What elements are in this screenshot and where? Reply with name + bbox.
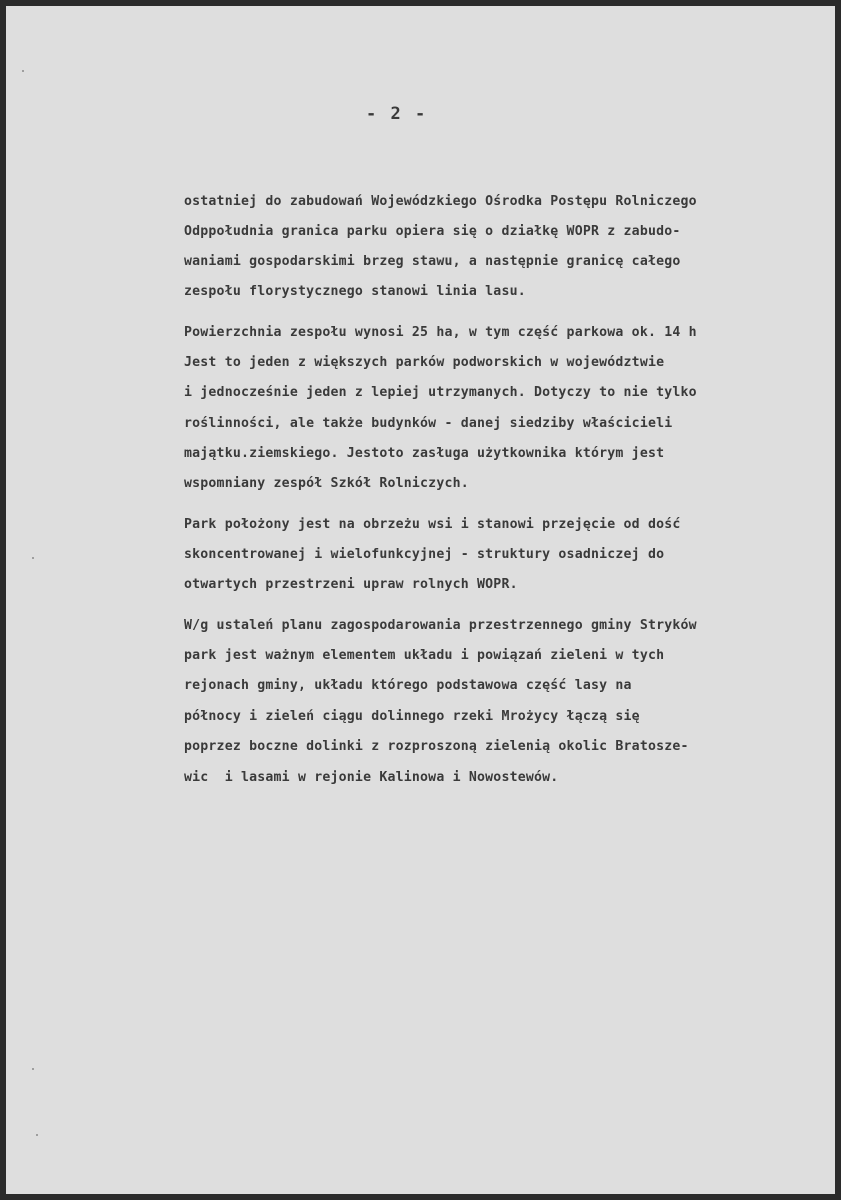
text-line: zespołu florystycznego stanowi linia lasu. bbox=[184, 284, 526, 299]
text-line: W/g ustaleń planu zagospodarowania przestrzennego gminy Stryków bbox=[184, 618, 697, 633]
text-line: park jest ważnym elementem układu i powiązań zieleni w tych bbox=[184, 648, 665, 663]
document-page bbox=[6, 6, 835, 1194]
text-line: otwartych przestrzeni upraw rolnych WOPR. bbox=[184, 577, 518, 592]
text-line: Odppołudnia granica parku opiera się o działkę WOPR z zabudo- bbox=[184, 224, 681, 239]
text-line: ostatniej do zabudowań Wojewódzkiego Ośrodka Postępu Rolniczego bbox=[184, 194, 697, 209]
text-line: wic i lasami w rejonie Kalinowa i Nowostewów. bbox=[184, 770, 559, 785]
page-number: - 2 - bbox=[366, 104, 428, 124]
text-line: skoncentrowanej i wielofunkcyjnej - struktury osadniczej do bbox=[184, 547, 665, 562]
text-line: poprzez boczne dolinki z rozproszoną zielenią okolic Bratosze- bbox=[184, 739, 689, 754]
text-line: wspomniany zespół Szkół Rolniczych. bbox=[184, 476, 469, 491]
text-line: i jednocześnie jeden z lepiej utrzymanych. Dotyczy to nie tylko bbox=[184, 385, 697, 400]
text-line: Jest to jeden z większych parków podworskich w województwie bbox=[184, 355, 665, 370]
text-line: rejonach gminy, układu którego podstawowa część lasy na bbox=[184, 678, 632, 693]
text-line: roślinności, ale także budynków - danej siedziby właścicieli bbox=[184, 416, 673, 431]
paper-speck bbox=[22, 70, 24, 72]
paper-speck bbox=[36, 1134, 38, 1136]
text-line: północy i zieleń ciągu dolinnego rzeki Mrożycy łączą się bbox=[184, 709, 640, 724]
paper-speck bbox=[32, 557, 34, 559]
text-line: Park położony jest na obrzeżu wsi i stanowi przejęcie od dość bbox=[184, 517, 681, 532]
text-line: majątku.ziemskiego. Jestoto zasługa użytkownika którym jest bbox=[184, 446, 665, 461]
text-line: waniami gospodarskimi brzeg stawu, a następnie granicę całego bbox=[184, 254, 681, 269]
paper-speck bbox=[32, 1068, 34, 1070]
text-line: Powierzchnia zespołu wynosi 25 ha, w tym część parkowa ok. 14 h bbox=[184, 325, 697, 340]
